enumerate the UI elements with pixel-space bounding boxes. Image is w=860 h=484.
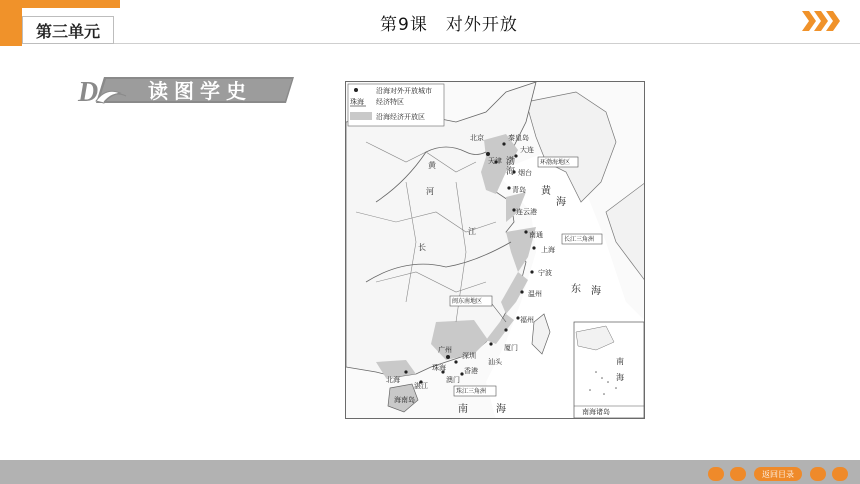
svg-text:厦门: 厦门: [504, 344, 518, 352]
svg-text:长: 长: [418, 243, 426, 252]
svg-text:南通: 南通: [529, 231, 543, 239]
svg-text:河: 河: [426, 187, 434, 196]
svg-text:湛江: 湛江: [414, 382, 428, 390]
svg-text:天津: 天津: [488, 157, 502, 165]
lesson-title: 对外开放: [445, 15, 518, 35]
svg-text:海南岛: 海南岛: [394, 396, 415, 404]
svg-text:海: 海: [591, 286, 601, 297]
svg-text:烟台: 烟台: [518, 169, 532, 177]
svg-text:温州: 温州: [528, 290, 542, 298]
svg-text:南: 南: [458, 404, 468, 415]
svg-text:青岛: 青岛: [512, 186, 526, 194]
svg-text:长江三角洲: 长江三角洲: [564, 236, 595, 243]
svg-text:珠江三角洲: 珠江三角洲: [456, 388, 487, 395]
svg-text:北海: 北海: [386, 376, 400, 384]
unit-label: 第三单元: [22, 16, 114, 44]
svg-text:上海: 上海: [541, 246, 555, 254]
svg-text:黄: 黄: [541, 186, 551, 197]
svg-text:海: 海: [496, 404, 506, 415]
svg-text:北京: 北京: [470, 134, 484, 142]
svg-text:珠海: 珠海: [350, 98, 364, 106]
svg-text:秦皇岛: 秦皇岛: [508, 134, 529, 142]
svg-text:香港: 香港: [464, 367, 478, 375]
svg-text:广州: 广州: [438, 346, 452, 354]
last-page-button[interactable]: [832, 467, 848, 481]
svg-text:福州: 福州: [520, 316, 534, 324]
svg-text:渤: 渤: [506, 157, 516, 167]
svg-text:东: 东: [571, 284, 581, 295]
svg-text:南海诸岛: 南海诸岛: [582, 408, 610, 416]
next-page-icon[interactable]: [800, 8, 840, 34]
back-to-contents-button[interactable]: 返回目录: [754, 467, 802, 481]
svg-text:黄: 黄: [428, 161, 436, 170]
banner-label: 读图学史: [148, 79, 252, 103]
svg-text:海: 海: [506, 167, 516, 177]
svg-text:环渤海地区: 环渤海地区: [540, 159, 571, 166]
header-divider: [114, 43, 860, 44]
svg-text:汕头: 汕头: [488, 358, 502, 366]
first-page-button[interactable]: [708, 467, 724, 481]
banner-letter: D: [78, 77, 99, 107]
svg-text:深圳: 深圳: [462, 352, 476, 360]
svg-text:闽东南地区: 闽东南地区: [452, 298, 483, 305]
coastal-open-map: [345, 81, 645, 419]
svg-text:经济特区: 经济特区: [376, 98, 404, 106]
svg-text:大连: 大连: [520, 146, 534, 154]
svg-text:连云港: 连云港: [516, 208, 537, 216]
svg-text:珠海: 珠海: [432, 364, 446, 372]
svg-text:海: 海: [616, 373, 624, 382]
svg-text:沿海经济开放区: 沿海经济开放区: [376, 113, 425, 121]
svg-text:宁波: 宁波: [538, 269, 552, 277]
svg-text:沿海对外开放城市: 沿海对外开放城市: [376, 87, 432, 95]
svg-text:海: 海: [556, 197, 566, 208]
lesson-number: 第9课: [380, 15, 428, 35]
prev-page-button[interactable]: [730, 467, 746, 481]
section-banner: [74, 73, 294, 107]
svg-text:澳门: 澳门: [446, 376, 460, 384]
svg-text:江: 江: [468, 227, 476, 236]
next-page-button[interactable]: [810, 467, 826, 481]
svg-text:南: 南: [616, 357, 624, 366]
page-title: [380, 10, 518, 35]
header-accent-top: [0, 0, 120, 8]
